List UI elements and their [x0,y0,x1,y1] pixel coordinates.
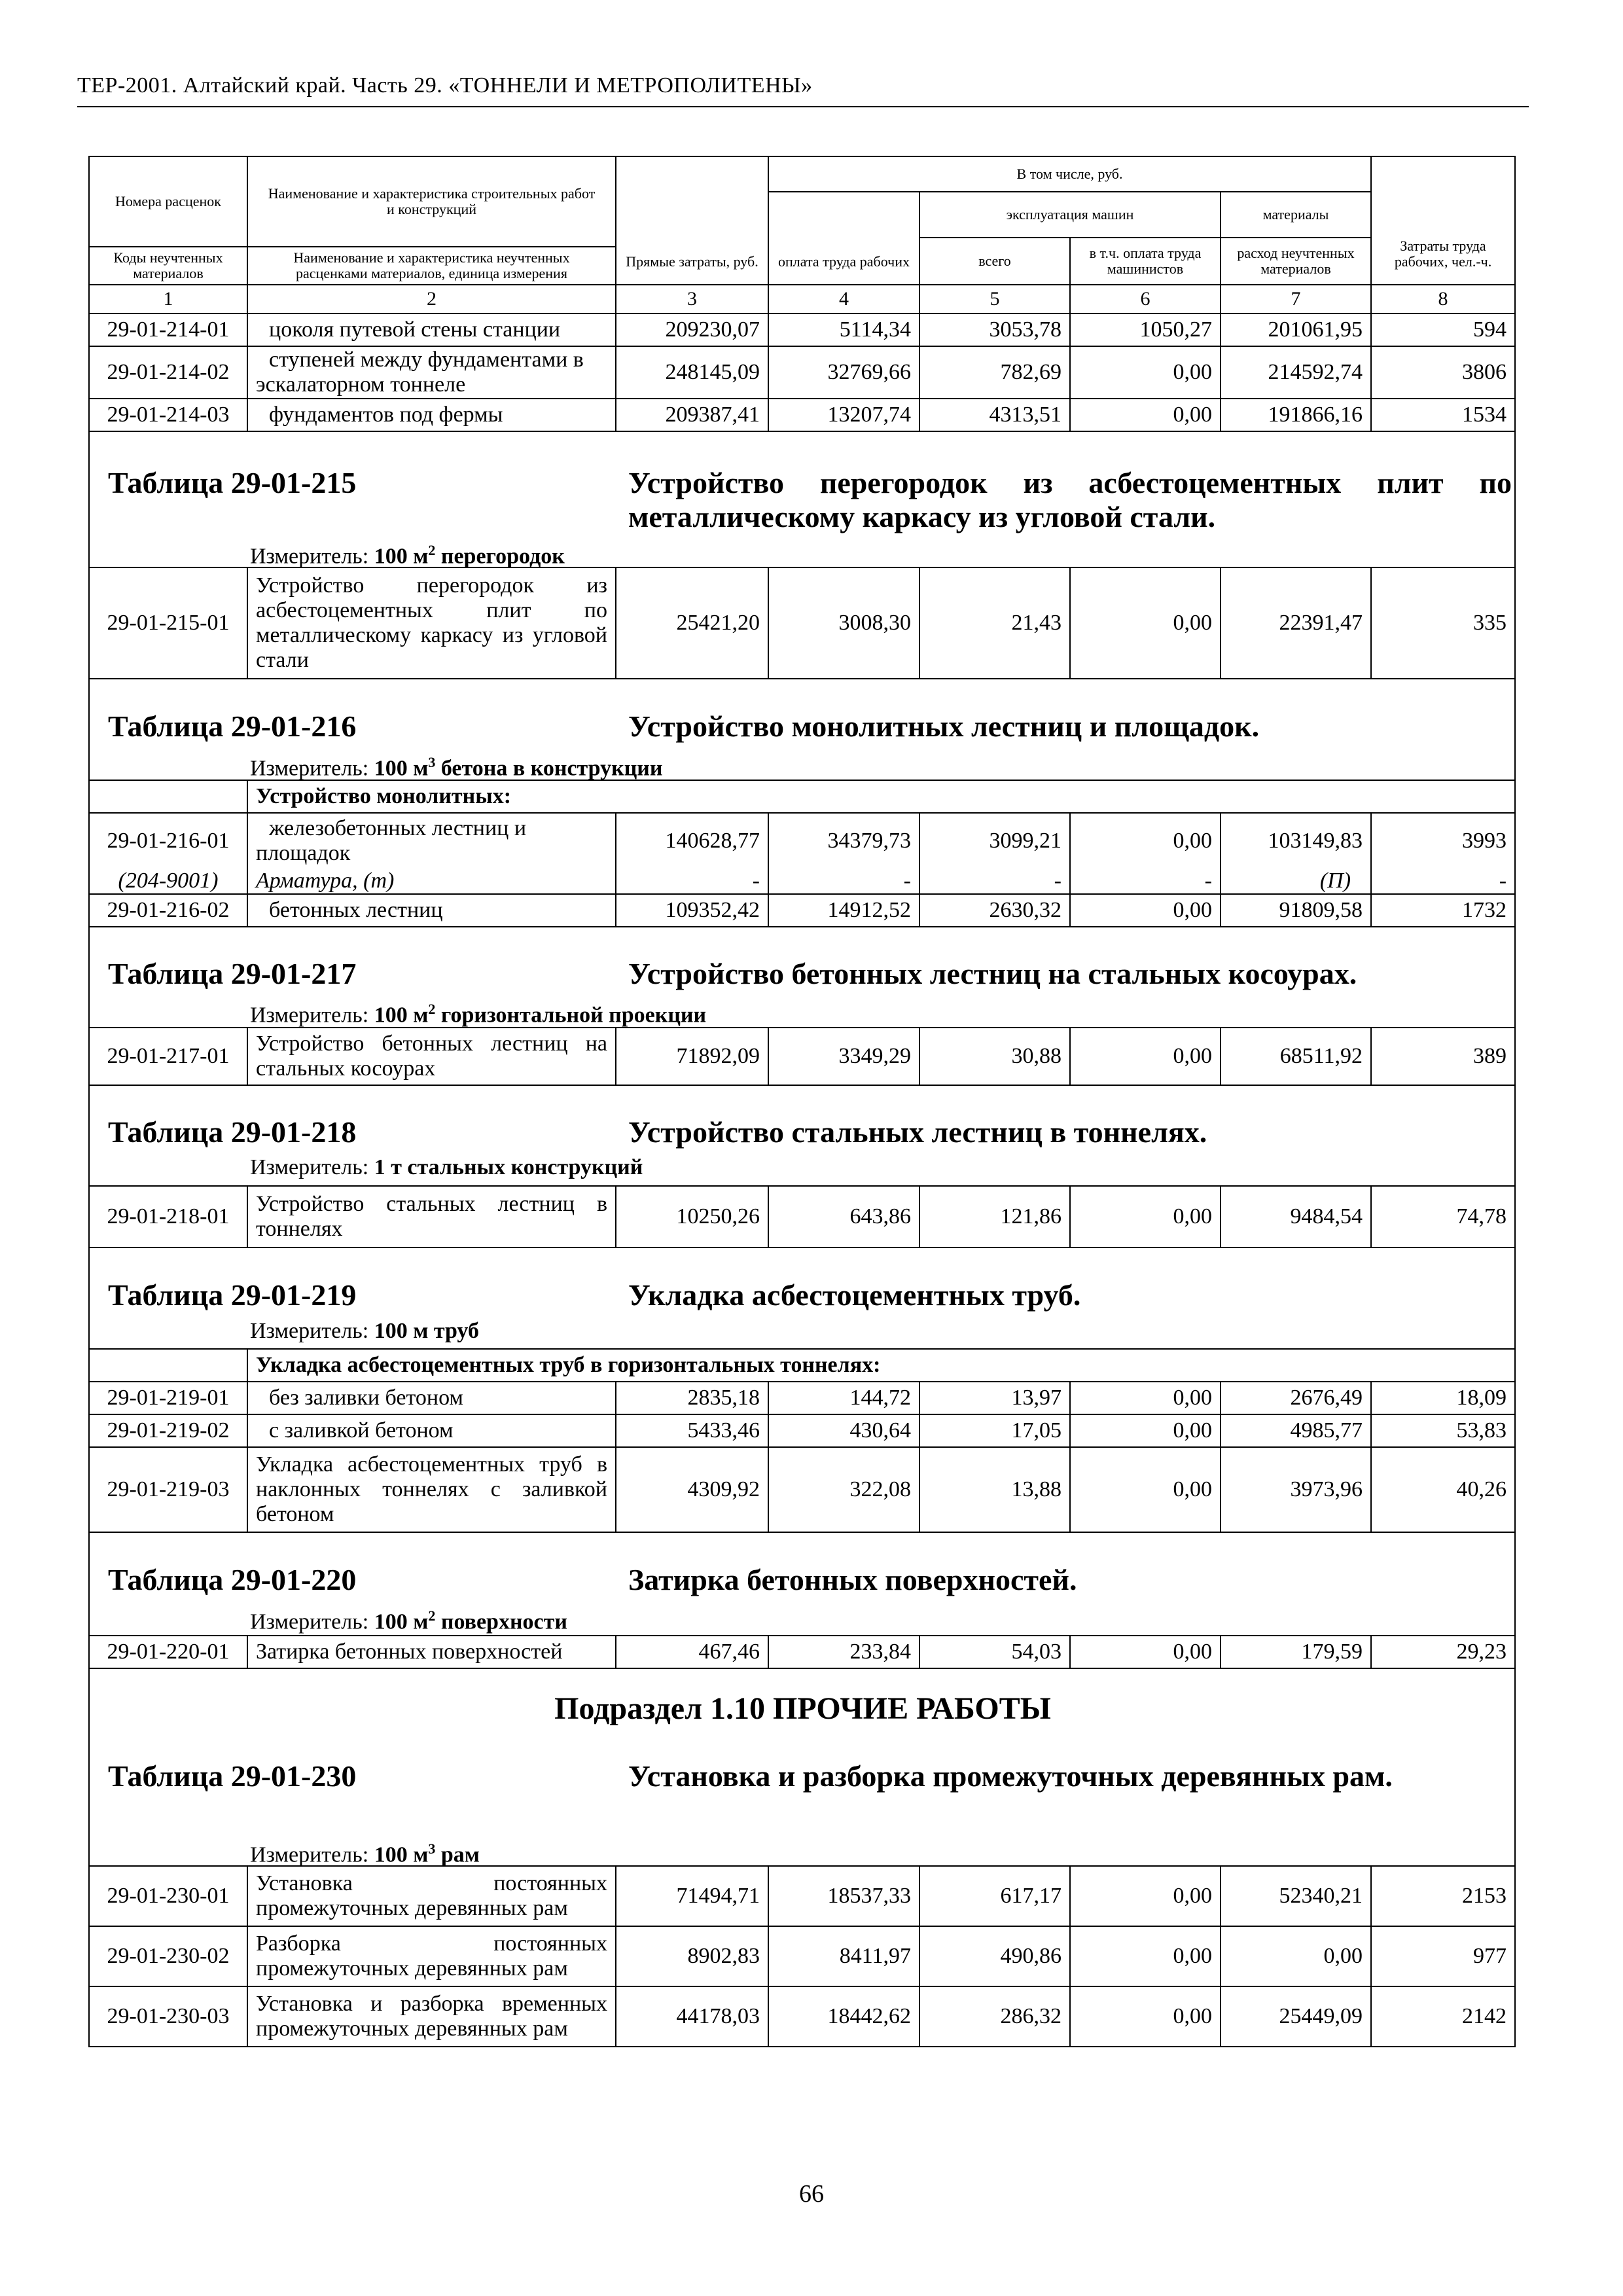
rate-name: бетонных лестниц [247,894,616,927]
table-row [89,1636,1515,1668]
table-title: Укладка асбестоцементных труб. [628,1278,1081,1312]
direct-cost: 209387,41 [616,399,768,431]
machines-labor: 0,00 [1070,1636,1221,1668]
header-row-1 [89,156,1515,192]
column-numbers-row [89,285,1515,314]
machines-total: - [919,868,1070,894]
materials: 68511,92 [1221,1028,1371,1085]
material-row [89,868,1515,894]
machines-labor: 0,00 [1070,1447,1221,1532]
header-rule [77,106,1529,107]
machines-total: 286,32 [919,1986,1070,2047]
col-num: 2 [247,285,616,314]
machines-labor: 0,00 [1070,1028,1221,1085]
th-labor-pay: оплата труда рабочих [768,192,919,285]
machines-labor: 0,00 [1070,1382,1221,1414]
direct-cost: 44178,03 [616,1986,768,2047]
price-table [88,156,1516,2047]
measure-unit: Измеритель: 100 $м^2$ горизонтальной проекции [250,1001,707,1028]
rate-code: 29-01-217-01 [89,1028,247,1085]
th-name-bottom: Наименование и характеристика неучтенных расценками материалов, единица измерения [247,247,616,285]
machines-total: 21,43 [919,567,1070,679]
table-row [89,1866,1515,1926]
table-number: Таблица 29-01-215 [108,466,357,499]
rate-name: ступеней между фундаментами в эскалаторном тоннеле [247,346,616,399]
machines-labor: 1050,27 [1070,314,1221,346]
direct-cost: 248145,09 [616,346,768,399]
rate-name: Затирка бетонных поверхностей [247,1636,616,1668]
materials: 4985,77 [1221,1414,1371,1447]
rate-name: Устройство бетонных лестниц на стальных косоурах [247,1028,616,1085]
materials: 179,59 [1221,1636,1371,1668]
table-row [89,1186,1515,1247]
rate-name: Укладка асбестоцементных труб в наклонных тоннелях с заливкой бетоном [247,1447,616,1532]
direct-cost: 8902,83 [616,1926,768,1986]
table-title: Устройство монолитных лестниц и площадок. [628,709,1260,743]
group-row [89,780,1515,813]
table-number: Таблица 29-01-230 [108,1759,357,1793]
materials: 2676,49 [1221,1382,1371,1414]
labor-hours: 18,09 [1371,1382,1515,1414]
labor-pay: 14912,52 [768,894,919,927]
table-section-217 [89,927,1515,1028]
labor-hours: 2142 [1371,1986,1515,2047]
machines-total: 54,03 [919,1636,1070,1668]
th-code-bottom: Коды неучтенных материалов [89,247,247,285]
group-row [89,1349,1515,1382]
direct-cost: - [616,868,768,894]
machines-total: 17,05 [919,1414,1070,1447]
rate-code: 29-01-218-01 [89,1186,247,1247]
rate-code: 29-01-219-02 [89,1414,247,1447]
materials: 214592,74 [1221,346,1371,399]
measure-unit: Измеритель: 100 $м^3$ рам [250,1840,480,1866]
table-row [89,567,1515,679]
direct-cost: 467,46 [616,1636,768,1668]
page-number: 66 [799,2180,824,2208]
labor-pay: 18537,33 [768,1866,919,1926]
table-row [89,346,1515,399]
direct-cost: 25421,20 [616,567,768,679]
rate-code: 29-01-215-01 [89,567,247,679]
measure-unit: Измеритель: 100 $м^3$ бетона в конструкции [250,754,663,780]
labor-pay: 3008,30 [768,567,919,679]
machines-total: 121,86 [919,1186,1070,1247]
th-incl: В том числе, руб. [768,156,1371,192]
rate-name: Разборка постоянных промежуточных деревянных рам [247,1926,616,1986]
machines-total: 30,88 [919,1028,1070,1085]
table-row [89,1986,1515,2047]
measure-unit: Измеритель: 1 т стальных конструкций [250,1155,643,1179]
machines-total: 490,86 [919,1926,1070,1986]
machines-labor: 0,00 [1070,567,1221,679]
rate-name: железобетонных лестниц и площадок [247,813,616,868]
materials: 25449,09 [1221,1986,1371,2047]
direct-cost: 71494,71 [616,1866,768,1926]
machines-total: 782,69 [919,346,1070,399]
machines-labor: - [1070,868,1221,894]
direct-cost: 5433,46 [616,1414,768,1447]
rate-code: 29-01-216-01 [89,813,247,868]
th-machines-labor: в т.ч. оплата труда машинистов [1070,238,1221,285]
rate-name: Устройство перегородок из асбестоцементных плит по металлическому каркасу из угловой стали [247,567,616,679]
table-row [89,1028,1515,1085]
col-num: 7 [1221,285,1371,314]
labor-hours: 74,78 [1371,1186,1515,1247]
table-section-218 [89,1085,1515,1186]
machines-total: 2630,32 [919,894,1070,927]
table-row [89,1926,1515,1986]
labor-hours: 977 [1371,1926,1515,1986]
th-code-top: Номера расценок [89,156,247,247]
labor-pay: 430,64 [768,1414,919,1447]
machines-labor: 0,00 [1070,1986,1221,2047]
material-code: (204-9001) [89,868,247,894]
rate-name: фундаментов под фермы [247,399,616,431]
machines-labor: 0,00 [1070,1926,1221,1986]
labor-hours: 1534 [1371,399,1515,431]
labor-pay: 643,86 [768,1186,919,1247]
direct-cost: 140628,77 [616,813,768,868]
table-section-230 [89,1668,1515,1866]
measure-unit: Измеритель: 100 $м^2$ поверхности [250,1607,567,1634]
labor-hours: 2153 [1371,1866,1515,1926]
labor-hours: 3806 [1371,346,1515,399]
machines-total: 13,97 [919,1382,1070,1414]
machines-labor: 0,00 [1070,1186,1221,1247]
labor-hours: 40,26 [1371,1447,1515,1532]
measure-unit: Измеритель: 100 $м^2$ перегородок [250,542,565,567]
labor-pay: 8411,97 [768,1926,919,1986]
direct-cost: 109352,42 [616,894,768,927]
labor-hours: - [1371,868,1515,894]
rate-name: Устройство стальных лестниц в тоннелях [247,1186,616,1247]
labor-pay: 322,08 [768,1447,919,1532]
labor-pay: 13207,74 [768,399,919,431]
machines-labor: 0,00 [1070,894,1221,927]
col-num: 5 [919,285,1070,314]
th-direct: Прямые затраты, руб. [616,156,768,285]
col-num: 1 [89,285,247,314]
table-row [89,1447,1515,1532]
group-title: Укладка асбестоцементных труб в горизонтальных тоннелях: [247,1349,1515,1382]
machines-labor: 0,00 [1070,1414,1221,1447]
table-number: Таблица 29-01-218 [108,1115,357,1149]
rate-name: с заливкой бетоном [247,1414,616,1447]
th-machines-total: всего [919,238,1070,285]
table-section-216 [89,679,1515,780]
labor-hours: 53,83 [1371,1414,1515,1447]
machines-total: 617,17 [919,1866,1070,1926]
direct-cost: 2835,18 [616,1382,768,1414]
machines-labor: 0,00 [1070,399,1221,431]
subsection-title: Подраздел 1.10 ПРОЧИЕ РАБОТЫ [554,1691,1051,1726]
materials: 3973,96 [1221,1447,1371,1532]
labor-hours: 1732 [1371,894,1515,927]
table-number: Таблица 29-01-216 [108,709,357,743]
rate-code: 29-01-216-02 [89,894,247,927]
table-title: Устройство стальных лестниц в тоннелях. [628,1115,1207,1149]
running-header: ТЕР-2001. Алтайский край. Часть 29. «ТОННЕЛИ И МЕТРОПОЛИТЕНЫ» [77,73,813,98]
labor-pay: 233,84 [768,1636,919,1668]
materials: 91809,58 [1221,894,1371,927]
labor-pay: 34379,73 [768,813,919,868]
materials: 201061,95 [1221,314,1371,346]
direct-cost: 209230,07 [616,314,768,346]
direct-cost: 10250,26 [616,1186,768,1247]
machines-total: 3099,21 [919,813,1070,868]
labor-hours: 335 [1371,567,1515,679]
table-row [89,1382,1515,1414]
rate-code: 29-01-220-01 [89,1636,247,1668]
machines-total: 13,88 [919,1447,1070,1532]
col-num: 6 [1070,285,1221,314]
table-title: Установка и разборка промежуточных деревянных рам. [628,1759,1393,1793]
machines-total: 4313,51 [919,399,1070,431]
table-title: Устройство перегородок из асбестоцементных плит по металлическому каркасу из угловой стали. [628,466,1512,533]
material-name: Арматура, (т) [247,868,616,894]
rate-name: Установка постоянных промежуточных деревянных рам [247,1866,616,1926]
rate-name: без заливки бетоном [247,1382,616,1414]
table-title: Устройство бетонных лестниц на стальных косоурах. [628,957,1357,990]
rate-code: 29-01-230-03 [89,1986,247,2047]
labor-pay: 18442,62 [768,1986,919,2047]
table-number: Таблица 29-01-220 [108,1563,357,1596]
col-num: 8 [1371,285,1515,314]
labor-pay: 32769,66 [768,346,919,399]
labor-hours: 594 [1371,314,1515,346]
labor-pay: 144,72 [768,1382,919,1414]
table-row [89,894,1515,927]
machines-labor: 0,00 [1070,346,1221,399]
table-row [89,399,1515,431]
materials: 103149,83 [1221,813,1371,868]
col-num: 4 [768,285,919,314]
table-section-219 [89,1247,1515,1349]
materials: 0,00 [1221,1926,1371,1986]
th-labor: Затраты труда рабочих, чел.-ч. [1371,156,1515,285]
direct-cost: 71892,09 [616,1028,768,1085]
machines-total: 3053,78 [919,314,1070,346]
labor-hours: 3993 [1371,813,1515,868]
rate-code: 29-01-214-01 [89,314,247,346]
direct-cost: 4309,92 [616,1447,768,1532]
labor-pay: 3349,29 [768,1028,919,1085]
table-number: Таблица 29-01-219 [108,1278,357,1312]
table-row [89,813,1515,868]
machines-labor: 0,00 [1070,1866,1221,1926]
materials: 22391,47 [1221,567,1371,679]
th-materials: материалы [1221,192,1371,238]
materials: 9484,54 [1221,1186,1371,1247]
th-machines: эксплуатация машин [919,192,1221,238]
rate-code: 29-01-214-03 [89,399,247,431]
table-row [89,314,1515,346]
materials: (П) [1221,868,1371,894]
rate-code: 29-01-214-02 [89,346,247,399]
labor-hours: 389 [1371,1028,1515,1085]
th-name-top: Наименование и характеристика строительных работ и конструкций [247,156,616,247]
materials: 191866,16 [1221,399,1371,431]
table-number: Таблица 29-01-217 [108,957,357,990]
rate-name: Установка и разборка временных промежуточных деревянных рам [247,1986,616,2047]
table-row [89,1414,1515,1447]
rate-name: цоколя путевой стены станции [247,314,616,346]
rate-code: 29-01-230-02 [89,1926,247,1986]
machines-labor: 0,00 [1070,813,1221,868]
rate-code: 29-01-230-01 [89,1866,247,1926]
table-section-215 [89,431,1515,567]
table-section-220 [89,1532,1515,1636]
labor-pay: - [768,868,919,894]
th-materials-unacc: расход неучтенных материалов [1221,238,1371,285]
table-title: Затирка бетонных поверхностей. [628,1563,1077,1596]
rate-code: 29-01-219-03 [89,1447,247,1532]
col-num: 3 [616,285,768,314]
measure-unit: Измеритель: 100 м труб [250,1319,479,1343]
group-title: Устройство монолитных: [247,780,1515,813]
labor-pay: 5114,34 [768,314,919,346]
labor-hours: 29,23 [1371,1636,1515,1668]
materials: 52340,21 [1221,1866,1371,1926]
rate-code: 29-01-219-01 [89,1382,247,1414]
